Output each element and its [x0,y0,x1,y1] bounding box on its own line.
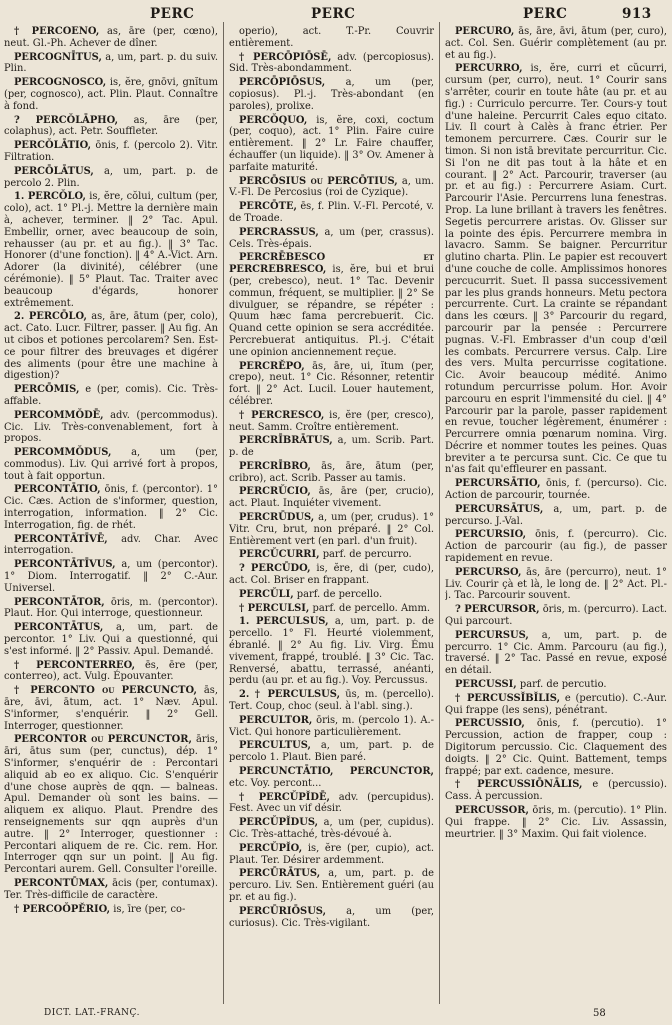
headword: PERCONTĀTĪVĒ, [14,533,108,545]
definition: a, um, part. p. du suiv. Plin. [4,51,218,75]
definition: ōnis, f. (percurso). Cic. Action de parcourir, tournée. [445,478,667,502]
dictionary-entry [4,904,218,916]
dictionary-entry [229,227,434,251]
headword: PERCŬPĬDUS, [239,817,319,829]
dictionary-entry [229,435,434,459]
headword: PERCONTĀTĪVUS, [14,559,116,571]
dictionary-entry [445,504,667,528]
dictionary-entry [229,603,434,615]
dictionary-entry [229,410,434,434]
headword: † PERCŌPIŌSĒ, [239,51,332,63]
definition: parf. de percello. [296,588,383,600]
definition: is, ĕre, coxi, coctum (per, coquo), act. 1° Plin. Faire cuire entièrement. ‖ 2° Lr. Faire chauffer, échauffer (un liquide). ‖ 3° Ov. Amener à parfaite maturité. [229,114,434,173]
definition: operio), act. T.-Pr. Couvrir entièrement. [229,26,434,49]
dictionary-entry [229,512,434,547]
dictionary-entry [4,77,218,112]
headword: PERCŌMIS, [14,384,80,396]
headword: PERCŪRO, [455,26,515,37]
headword: PERCRĔPO, [239,360,305,372]
headword: PERCUNCTĀTIO, PERCUNCTOR, [239,766,434,778]
dictionary-entry [445,26,667,61]
headword: PERCULTOR, [239,714,313,726]
dictionary-entry [4,26,218,50]
headword: ? PERCŪDO, [239,563,311,575]
headword: PERCULTUS, [239,740,311,752]
dictionary-entry [229,361,434,408]
dictionary-entry [445,567,667,602]
definition: ōris, m. (percurro). Lact. Qui parcourt. [445,604,667,628]
headword: PERCONTŪMAX, [14,877,109,889]
definition: ās, āre, āvi, ātum, act. 1° Næv. Apul. S'informer, s'enquérir. ‖ 2° Gell. Interroger, questionner. [4,685,218,732]
definition: a, um (per, curiosus). Cic. Très-vigilant. [229,905,434,929]
definition: a, um, part. p. de percurro. 1° Cic. Amm. Parcouru (au fig.), traversé. ‖ 2° Tac. Passé en revue, exposé en détail. [445,629,667,677]
definition: e (percussio). Cass. À percussion. [445,779,667,803]
definition: a, um (per, cupidus). Cic. Très-attaché, très-dévoué à. [229,817,434,840]
headword: PERCONTĀTIO, [14,484,101,496]
headword: PERCONTĀTUS, [14,622,104,634]
dictionary-entry [229,616,434,687]
definition: as, āre (per, cœno), neut. Gl.-Ph. Achever de dîner. [4,26,218,49]
headword: 2. † PERCULSUS, [239,689,341,701]
headword: † PERCOENO, [14,26,100,37]
dictionary-entry [229,115,434,174]
headword: PERCONTOR ou PERCUNCTOR, [14,734,192,746]
definition: ōris, m. (percutio). 1° Plin. Qui frappe. ‖ 2° Cic. Liv. Assassin, meurtrier. ‖ 3° Maxim. Qui fait violence. [445,805,667,840]
dictionary-entry [229,817,434,841]
headword: PERCŬPĬO, [239,842,303,854]
definition: ās, āre, ui, ĭtum (per, crepo), neut. 1° Cic. Résonner, retentir fort. ‖ 2° Act. Lucil. Louer hautement, célébrer. [229,360,434,407]
headword: ? PERCŎLĀPHO, [14,114,119,126]
dictionary-entry [445,679,667,691]
definition: a, um, part. p. de percello. 1° Fl. Heurté violemment, ébranlé. ‖ 2° Au fig. Liv. Virg. Ému vivement, frappé, troublé. ‖ 3° Cic. Tac. Renversé, abattu, terrassé, anéanti, perdu (au pr. et au fig.). Voy. Percussus. [229,616,434,687]
headword: PERCRĪBRĀTUS, [239,435,333,447]
dictionary-entry [229,52,434,76]
definition: ōnis, f. (percontor). 1° Cic. Cæs. Action de s'informer, question, interrogation, information. ‖ 2° Cic. Interrogation, fig. de rhét. [4,484,218,531]
headword: † PERCULSI, [239,602,310,614]
dictionary-entry [229,77,434,112]
definition: e (percutio). C.-Aur. Qui frappe (les sens), pénétrant. [445,692,667,716]
headword: PERCOGNĪTUS, [14,51,102,63]
running-head-left: PERC [150,6,195,22]
definition: a, um, part. p. de percolo 2. Plin. [4,165,218,189]
dictionary-entry [229,715,434,739]
headword: † PERCŬPĬDĒ, [239,791,330,803]
definition: a, um. V.-Fl. De Percosius (roi de Cyzique). [229,175,434,199]
definition: is, ĕre, bui et brui (per, crebesco), neut. 1° Tac. Devenir commun, fréquent, se multiplier. ‖ 2° Se divulguer, se répandre, se répéter : Quum hæc fama percrebuerit. Cic. Quand cette opinion se sera accréditée. Percrebuerat antiquitus. Pl.-j. C'était une opinion anciennement reçue. [229,264,434,358]
headword: PERCURSIO, [455,529,527,541]
definition: ēs, f. Plin. V.-Fl. Percoté, v. de Troade. [229,201,434,224]
headword: PERCŌSIUS ou PERCŌTIUS, [239,175,398,187]
dictionary-entry [4,311,218,382]
dictionary-entry [229,766,434,790]
dictionary-entry [229,176,434,200]
headword: PERCURRO, [455,63,523,75]
dictionary-entry [445,529,667,564]
headword: † PERCUSSĬBĬLIS, [455,692,561,704]
dictionary-entry [445,604,667,628]
definition: is, ĕre, gnōvi, gnĭtum (per, cognosco), act. Plin. Plaut. Connaître à fond. [4,77,218,112]
headword: PERCOMMŎDĒ, [14,409,104,421]
definition: adv. (percupidus). Fest. Avec un vif désir. [229,791,434,815]
headword: PERCUSSOR, [455,805,529,816]
headword: PERCOMMŎDUS, [14,447,112,459]
headword: 1. PERCŎLO, [14,191,86,203]
definition: is, ĕre (per, cupio), act. Plaut. Ter. Désirer ardemment. [229,842,434,866]
headword: † PERCUSSIŌNĀLIS, [455,779,583,791]
headword: PERCUSSIO, [455,718,525,730]
dictionary-entry [229,868,434,903]
dictionary-entry [445,693,667,717]
headword: PERCURSO, [455,566,522,578]
headword: † PERCONTO ou PERCUNCTO, [14,685,197,697]
headword: PERCŬLI, [239,588,294,600]
definition: a, um, part. p. de percolo 1. Plaut. Bien paré. [229,740,434,764]
definition: ōnis, f. (percolo 2). Vitr. Filtration. [4,140,218,163]
definition: ās, āre (per, crucio), act. Plaut. Inquiéter vivement. [229,486,434,510]
definition: is, īre (per, co- [113,903,186,915]
headword: PERCŬCURRI, [239,549,320,561]
dictionary-entry [4,447,218,482]
dictionary-entry [4,191,218,309]
dictionary-entry [4,534,218,558]
definition: is, ĕre, cŏlui, cultum (per, colo), act. 1° Pl.-j. Mettre la dernière main à, achever, terminer. ‖ 2° Tac. Apul. Embellir, orner, avec beaucoup de soin, rehausser (au pr. et au fig.). ‖ 3° Tac. Honorer (d'une fonction). ‖ 4° A.-Vict. Arn. Adorer (la divinité), célébrer (une cérémonie). ‖ 5° Plaut. Tac. Traiter avec beaucoup d'égards, honorer extrêmement. [4,191,218,309]
headword: PERCRASSUS, [239,226,319,238]
dictionary-entry [4,484,218,531]
dictionary-entry [445,718,667,777]
dictionary-entry [4,384,218,408]
definition: ās, āre (percurro), neut. 1° Liv. Courir çà et là, le long de. ‖ 2° Act. Pl.-j. Tac. Parcourir souvent. [445,566,667,602]
headword: PERCONTĀTOR, [14,596,105,608]
definition: a, um (per, copiosus). Pl.-j. Très-abondant (en paroles), prolixe. [229,77,434,112]
headword: † PERCOŎPĔRIO, [14,903,111,915]
column-right [445,26,667,1001]
definition: as, āre (per, colaphus), act. Petr. Souffleter. [4,114,218,138]
dictionary-entry [445,805,667,840]
dictionary-entry [4,115,218,139]
definition: a, um, part. p. de percuro. Liv. Sen. Entièrement guéri (au pr. et au fig.). [229,868,434,903]
headword: PERCŌPIŌSUS, [239,77,326,89]
headword: PERCRĒBESCO et PERCREBRESCO, [229,252,434,276]
definition: is, ĕre (per, cresco), neut. Samm. Croître entièrement. [229,409,434,433]
dictionary-entry [445,630,667,677]
dictionary-entry [4,597,218,621]
running-head-center: PERC [311,6,356,22]
dictionary-entry [229,461,434,485]
dictionary-entry [229,689,434,713]
column-middle [229,26,434,1001]
dictionary-entry [229,589,434,601]
dictionary-entry [4,140,218,164]
headword: PERCRŬCIO, [239,486,311,498]
definition: ōnis, f. (percurro). Cic. Action de parcourir (au fig.), de passer rapidement en revue. [445,529,667,565]
headword: PERCŎQUO, [239,114,308,126]
headword: PERCŌLĀTUS, [14,165,94,177]
dictionary-entry [229,843,434,867]
definition: a, um, part. de percontor. 1° Liv. Qui a questionné, qui s'est informé. ‖ 2° Passiv. Apul. Demandé. [4,622,218,657]
definition: ōris, m. (percolo 1). A.-Vict. Qui honore particulièrement. [229,714,434,738]
sheet-number: 58 [593,1008,606,1019]
headword: ? PERCURSOR, [455,604,540,616]
dictionary-entry [4,878,218,902]
definition: āris, āri, ātus sum (per, cunctus), dép. 1° S'informer, s'enquérir de : Percontari aliquid ab eo ex aliquo. Cic. S'enquérir d'une chose auprès de qqn. — balneas. Apul. Demander où sont les bains. — aliquem ex aliquo. Plaut. Prendre des renseignements sur qqn auprès d'un autre. ‖ 2° Interroger, questionner : Percontari aliquem de re. Cic. rem. Hor. Interroger qqn sur un point. ‖ Au fig. Percontari aurem. Gell. Consulter l'oreille. [4,734,218,876]
definition: ōris, m. (percontor). Plaut. Hor. Qui interroge, questionneur. [4,596,218,620]
dictionary-entry [4,660,218,684]
headword: 2. PERCŌLO, [14,311,87,323]
definition: ēs, ēre (per, conterreo), act. Vulg. Épouvanter. [4,659,218,683]
definition: adv. Char. Avec interrogation. [4,533,218,557]
column-divider [439,22,440,1004]
definition: a, um. Scrib. Part. p. de [229,435,434,459]
dictionary-entry [229,740,434,764]
definition: ācis (per, contumax). Ter. Très-difficile de caractère. [4,877,218,901]
dictionary-entry [4,734,218,876]
headword: PERCURSĀTIO, [455,478,541,490]
headword: PERCUSSI, [455,679,517,691]
definition: adv. (percopiosus). Sid. Très-abondamment. [229,51,434,75]
definition: a, um (per, commodus). Liv. Qui arrivé fort à propos, tout à fait opportun. [4,447,218,482]
definition: a, um (percontor). 1° Diom. Interrogatif. ‖ 2° C.-Aur. Universel. [4,559,218,594]
definition: etc. Voy. percont... [229,777,322,789]
definition: a, um (per, crudus). 1° Vitr. Cru, brut, non préparé. ‖ 2° Col. Entièrement vert (en parl. d'un fruit). [229,512,434,547]
definition: ās, āre, āvi, ātum (per, curo), act. Col. Sen. Guérir complètement (au pr. et au fig.). [445,26,667,61]
definition: ās, āre, ātum (per, cribro), act. Scrib. Passer au tamis. [229,460,434,484]
definition: ūs, m. (percello). Tert. Coup, choc (seul. à l'abl. sing.). [229,689,434,713]
dictionary-entry [445,779,667,803]
definition: as, āre, ātum (per, colo), act. Cato. Lucr. Filtrer, passer. ‖ Au fig. An ut cibos et potiones percolarem? Sen. Est-ce pour filtrer des breuvages et digérer des aliments (pour être une machine à digestion)? [4,311,218,382]
signature-mark: DICT. LAT.-FRANÇ. [44,1008,140,1018]
headword: PERCŌTE, [239,201,297,213]
dictionary-entry [229,486,434,510]
definition: adv. (percommodus). Cic. Liv. Très-convenablement, fort à propos. [4,409,218,445]
dictionary-entry [4,622,218,657]
definition: parf. de percello. Amm. [312,602,430,614]
dictionary-entry [4,559,218,594]
headword: PERCURSĀTUS, [455,503,544,515]
headword: PERCRĪBRO, [239,460,311,472]
dictionary-entry [4,685,218,732]
dictionary-entry [229,252,434,358]
definition: a, um (per, crassus). Cels. Très-épais. [229,226,434,250]
headword: PERCRŪDUS, [239,512,315,524]
definition: ōnis, f. (percutio). 1° Percussion, action de frapper, coup : Digitorum percussio. Cic. Claquement des doigts. ‖ 2° Cic. Quint. Battement, temps frappé; par ext. cadence, mesure. [445,718,667,777]
headword: † PERCRESCO, [239,409,325,421]
running-head-right: PERC [523,6,568,22]
headword: PERCOGNOSCO, [14,77,107,89]
dictionary-entry [229,563,434,587]
headword: † PERCONTERREO, [14,659,136,671]
definition: e (per, comis). Cic. Très-affable. [4,384,218,407]
headword: PERCURSUS, [455,629,529,641]
headword: 1. PERCULSUS, [239,616,329,628]
dictionary-entry [229,201,434,225]
definition: parf. de percutio. [519,679,607,691]
dictionary-entry [4,166,218,190]
definition: is, ĕre, di (per, cudo), act. Col. Briser en frappant. [229,563,434,587]
page-number: 913 [622,6,652,22]
definition: a, um, part. p. de percurso. J.-Val. [445,503,667,527]
headword: PERCŪRĀTUS, [239,868,321,880]
dictionary-entry [229,792,434,816]
dictionary-entry [4,52,218,76]
headword: PERCŎLĀTIO, [14,140,92,152]
dictionary-entry [229,549,434,561]
dictionary-entry [445,63,667,476]
dictionary-entry [229,906,434,930]
dictionary-entry [445,478,667,502]
column-left [4,26,218,1001]
definition: parf. de percurro. [322,549,412,561]
column-divider [223,22,224,1004]
headword: PERCŪRIŌSUS, [239,905,327,917]
dictionary-entry [4,410,218,445]
definition: is, ĕre, curri et cŭcurri, cursum (per, curro), neut. 1° Courir sans s'arrêter, courir en toute hâte (au pr. et au fig.) : Curriculo percurre. Ter. Cours-y tout d'une haleine. Percurrit Cales equo citato. Liv. Il court à Calès à franc étrier. Per temonem percurrere. Cæs. Courir sur le timon. Si non istā brevitate percurritur. Cic. Si l'on ne dit pas tout à la hâte et en courant. ‖ 2° Act. Parcourir, traverser (au pr. et au fig.) : Percurrere Asiam. Curt. Parcourir l'Asie. Percurrens luna fenestras. Prop. La lune brillant à travers les fenêtres. Segetis percurrere aristas. Ov. Glisser sur la pointe des épis. Percurrere membra in lavacro. Samm. Se baigner. Percurritur glutino charta. Plin. Le papier est recouvert d'une couche de colle. Amplissimos honores percucurrit. Suet. Il passa successivement par les plus grands honneurs. Metu pectora percurrente. Curt. La crainte se répandant dans les cœurs. ‖ 3° Parcourir du regard, parcourir par la pensée : Percurrere pugnas. V.-Fl. Embrasser d'un coup d'œil les combats. Percurrere versus. Calp. Lire des vers. Multa percurrisse cogitatione. Cic. Avoir beaucoup médité. Animo rotundum percurrisse polum. Hor. Avoir parcouru en esprit l'immensité du ciel. ‖ 4° Parcourir par la parole, passer rapidement en revue, toucher légèrement, énumérer : Percurrere omnia pœnarum nomina. Virg. Décrire et nommer toutes les peines. Quas breviter a te percursa sunt. Cic. Ce que tu n'as fait qu'effleurer en passant. [445,63,667,476]
dictionary-entry [229,26,434,50]
